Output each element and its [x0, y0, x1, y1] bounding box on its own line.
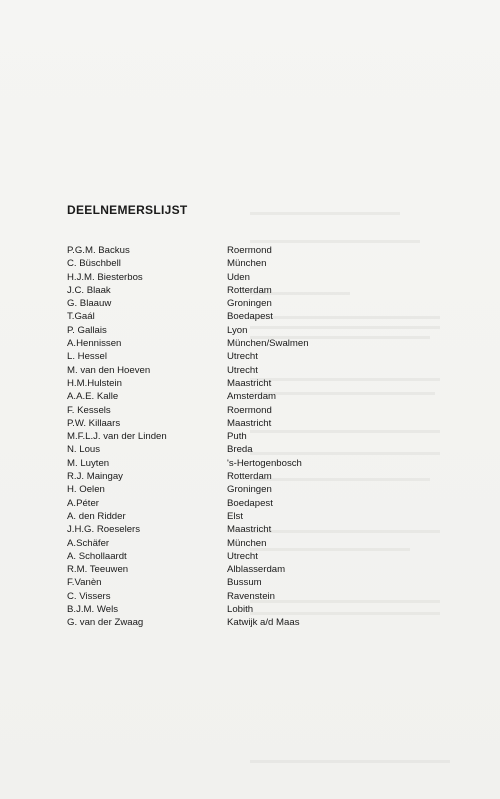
participant-name: G. van der Zwaag [67, 617, 144, 629]
participant-row [67, 350, 447, 363]
participant-row [67, 537, 447, 550]
participant-name: R.M. Teeuwen [67, 564, 129, 576]
participant-city: Maastricht [227, 417, 272, 429]
participant-row [67, 497, 447, 510]
participant-row [67, 404, 447, 417]
participant-row [67, 310, 447, 323]
participant-name: C. Büschbell [67, 258, 121, 270]
participant-name: M. Luyten [67, 457, 110, 469]
participant-city: München [227, 537, 267, 549]
participant-name: J.H.G. Roeselers [67, 524, 141, 536]
participant-row [67, 337, 447, 350]
participant-name: A.A.E. Kalle [67, 391, 119, 403]
participant-city: Uden [227, 271, 250, 283]
participant-row [67, 510, 447, 523]
participant-name: P.W. Killaars [67, 417, 121, 429]
show-through-line [250, 240, 420, 243]
participant-city: Utrecht [227, 351, 258, 363]
participant-city: Utrecht [227, 550, 258, 562]
participant-city: Alblasserdam [227, 564, 286, 576]
page-title: DEELNEMERSLIJST [67, 203, 188, 217]
participant-row [67, 244, 447, 257]
participant-row [67, 430, 447, 443]
participant-city: Roermond [227, 245, 272, 256]
participant-name: R.J. Maingay [67, 471, 123, 483]
participant-name: A.Schäfer [67, 537, 110, 549]
participant-row [67, 576, 447, 589]
participant-name: H.M.Hulstein [67, 377, 122, 389]
participant-city: München [227, 258, 267, 270]
participant-row [67, 324, 447, 337]
show-through-line [250, 212, 400, 215]
participant-name: L. Hessel [67, 351, 107, 363]
participant-city: Rotterdam [227, 284, 272, 296]
participant-name: A. den Ridder [67, 510, 126, 522]
participant-row [67, 443, 447, 456]
participant-city: München/Swalmen [227, 338, 309, 350]
participant-row [67, 417, 447, 430]
participant-city: Maastricht [227, 377, 272, 389]
participant-row [67, 284, 447, 297]
participant-row [67, 616, 447, 629]
participant-city: Elst [227, 510, 243, 522]
participant-city: Lobith [227, 604, 254, 616]
participant-name: A.Hennissen [67, 338, 122, 350]
participant-city: Amsterdam [227, 391, 277, 403]
participant-city: Maastricht [227, 524, 272, 536]
participant-city: Roermond [227, 404, 272, 416]
participant-name: H.J.M. Biesterbos [67, 271, 143, 283]
participant-name: J.C. Blaak [67, 284, 111, 296]
participant-name: N. Lous [67, 444, 101, 456]
participant-city: Groningen [227, 484, 272, 496]
participant-row [67, 550, 447, 563]
participant-row [67, 470, 447, 483]
participant-name: A. Schollaardt [67, 550, 127, 562]
participant-name: A.Péter [67, 497, 99, 509]
participant-city: Utrecht [227, 364, 258, 376]
participant-row [67, 590, 447, 603]
participant-name: P. Gallais [67, 324, 107, 336]
participant-name: M.F.L.J. van der Linden [67, 431, 167, 443]
participant-row [67, 457, 447, 470]
participant-city: Bussum [227, 577, 262, 589]
participant-city: Rotterdam [227, 471, 272, 483]
participant-list [67, 244, 447, 630]
participant-name: M. van den Hoeven [67, 364, 151, 376]
participant-name: P.G.M. Backus [67, 245, 130, 256]
participant-row [67, 377, 447, 390]
participant-city: Katwijk a/d Maas [227, 617, 300, 629]
show-through-line [250, 760, 450, 763]
participant-name: F.Vanèn [67, 577, 102, 589]
participant-row [67, 297, 447, 310]
participant-row [67, 271, 447, 284]
participant-city: Ravenstein [227, 590, 275, 602]
participant-name: F. Kessels [67, 404, 111, 416]
participant-city: Groningen [227, 298, 272, 310]
participant-row [67, 523, 447, 536]
participant-name: T.Gaál [67, 311, 95, 323]
participant-city: Boedapest [227, 311, 273, 323]
participant-row [67, 257, 447, 270]
participant-name: C. Vissers [67, 590, 111, 602]
participant-city: Breda [227, 444, 253, 456]
participant-name: G. Blaauw [67, 298, 112, 310]
participant-row [67, 364, 447, 377]
participant-city: 's-Hertogenbosch [227, 457, 302, 469]
participant-row [67, 603, 447, 616]
participant-city: Lyon [227, 324, 248, 336]
participant-row [67, 563, 447, 576]
participant-row [67, 390, 447, 403]
participant-city: Boedapest [227, 497, 273, 509]
participant-city: Puth [227, 431, 247, 443]
participant-row [67, 483, 447, 496]
participant-name: B.J.M. Wels [67, 604, 118, 616]
participant-name: H. Oelen [67, 484, 105, 496]
